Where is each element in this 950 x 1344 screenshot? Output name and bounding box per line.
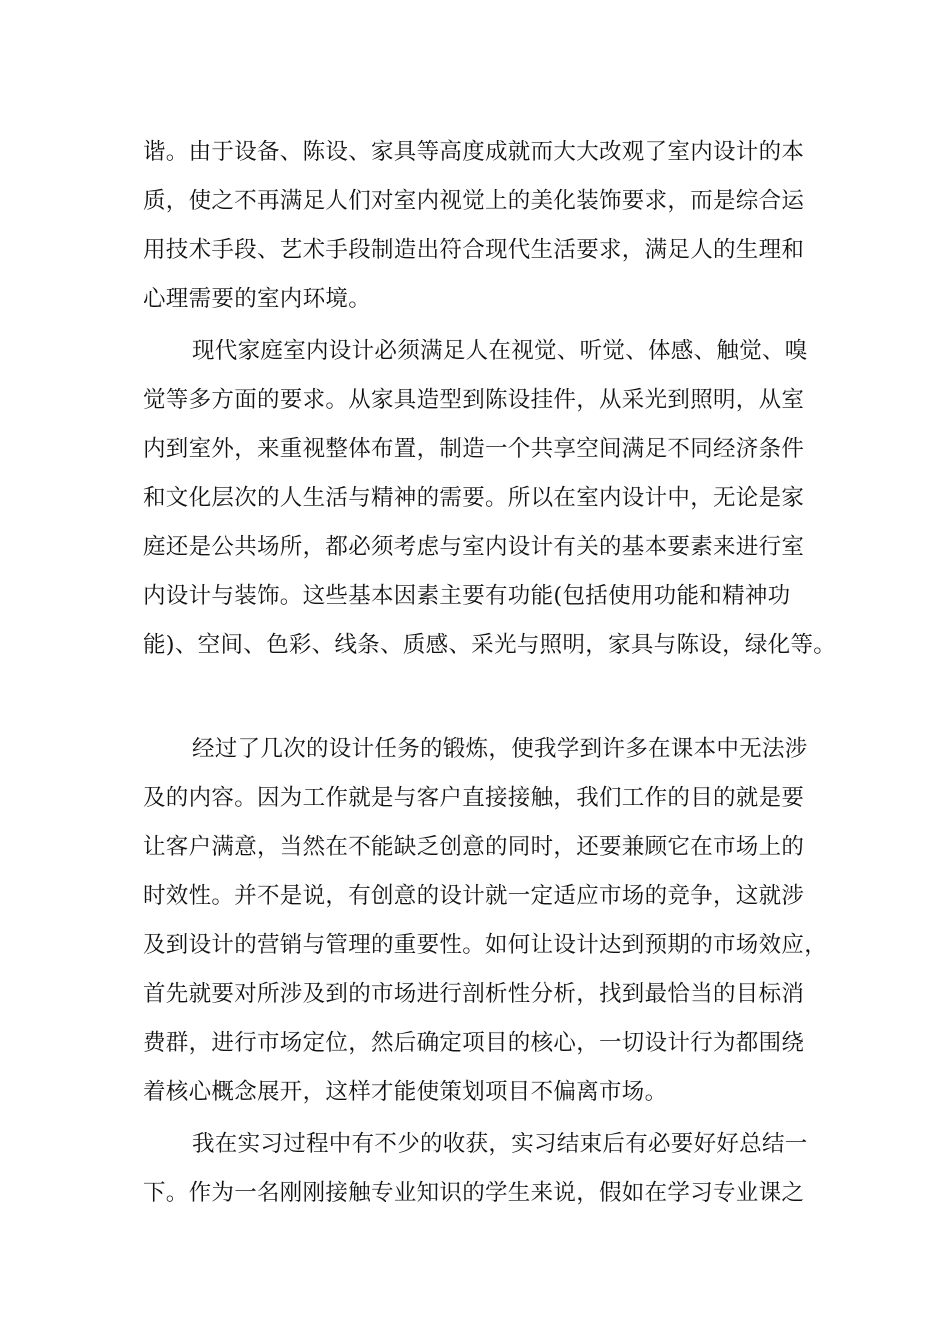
text-line: 用技术手段、艺术手段制造出符合现代生活要求，满足人的生理和 [143,237,805,263]
text-line: 能)、空间、色彩、线条、质感、采光与照明，家具与陈设，绿化等。 [143,632,837,658]
text-line: 心理需要的室内环境。 [143,286,372,312]
text-line: 庭还是公共场所，都必须考虑与室内设计有关的基本要素来进行室 [143,534,805,560]
text-line: 我在实习过程中有不少的收获，实习结束后有必要好好总结一 [192,1131,808,1157]
text-line: 首先就要对所涉及到的市场进行剖析性分析，找到最恰当的目标消 [143,981,805,1007]
text-line: 及到设计的营销与管理的重要性。如何让设计达到预期的市场效应， [143,932,828,958]
text-line: 谐。由于设备、陈设、家具等高度成就而大大改观了室内设计的本 [143,139,805,165]
text-line: 内到室外，来重视整体布置，制造一个共享空间满足不同经济条件 [143,436,805,462]
text-line: 和文化层次的人生活与精神的需要。所以在室内设计中，无论是家 [143,485,805,511]
text-line: 内设计与装饰。这些基本因素主要有功能(包括使用功能和精神功 [143,583,791,609]
text-line: 现代家庭室内设计必须满足人在视觉、听觉、体感、触觉、嗅 [192,338,808,364]
text-line: 经过了几次的设计任务的锻炼，使我学到许多在课本中无法涉 [192,736,808,762]
text-line: 让客户满意，当然在不能缺乏创意的同时，还要兼顾它在市场上的 [143,834,805,860]
text-line: 费群，进行市场定位，然后确定项目的核心，一切设计行为都围绕 [143,1030,805,1056]
text-line: 及的内容。因为工作就是与客户直接接触，我们工作的目的就是要 [143,785,805,811]
text-line: 下。作为一名刚刚接触专业知识的学生来说，假如在学习专业课之 [143,1180,805,1206]
text-line: 觉等多方面的要求。从家具造型到陈设挂件，从采光到照明，从室 [143,387,805,413]
text-line: 时效性。并不是说，有创意的设计就一定适应市场的竞争，这就涉 [143,883,805,909]
text-line: 质，使之不再满足人们对室内视觉上的美化装饰要求，而是综合运 [143,188,805,214]
text-line: 着核心概念展开，这样才能使策划项目不偏离市场。 [143,1079,668,1105]
